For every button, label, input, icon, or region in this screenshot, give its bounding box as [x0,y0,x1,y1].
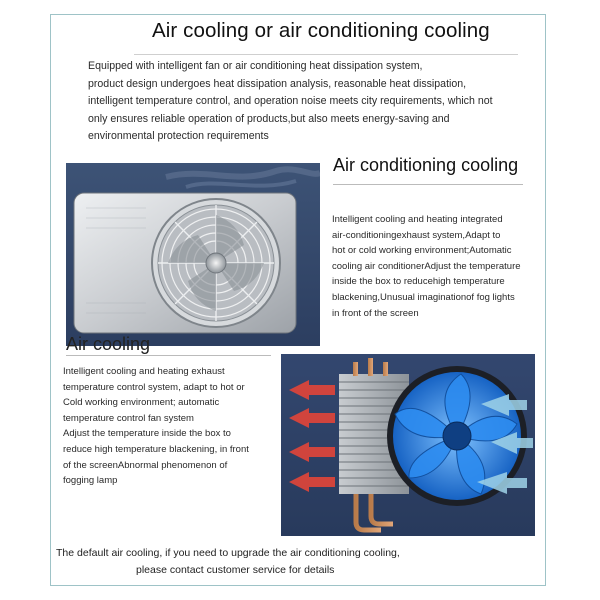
ac-cooling-heading: Air conditioning cooling [333,155,519,175]
footer-note [56,545,476,579]
intro-paragraph [88,58,508,146]
ac-heading-divider [333,184,523,185]
ac-line: in front of the screen [332,307,419,319]
intro-line: only ensures reliable operation of products,but also meets energy-saving and [88,112,450,125]
ac-line: air-conditioningexhaust system,Adapt to [332,229,501,241]
ac-line: inside the box to reducehigh temperature [332,276,505,288]
page-title: Air cooling or air conditioning cooling [152,19,490,42]
air-line: reduce high temperature blackening, in front [63,443,249,455]
intro-line: Equipped with intelligent fan or air conditioning heat dissipation system, [88,60,423,72]
ac-line: blackening,Unusual imaginationof fog lights [332,291,515,303]
air-heading-divider [66,355,271,356]
air-line: temperature control system, adapt to hot or [63,381,245,393]
air-line: Cold working environment; automatic [63,397,220,409]
ac-cooling-description [332,212,532,321]
title-divider [134,54,518,55]
ac-line: cooling air conditionerAdjust the temperature [332,260,521,272]
air-line: Adjust the temperature inside the box to [63,428,231,440]
air-cooling-heading: Air cooling [66,334,151,354]
cpu-cooler-fan-icon [281,354,535,536]
air-line: temperature control fan system [63,412,194,424]
air-conditioner-unit-icon [66,163,320,346]
air-line: Intelligent cooling and heating exhaust [63,366,225,377]
intro-line: environmental protection requirements [88,130,269,142]
footer-line: The default air cooling, if you need to upgrade the air conditioning cooling, [56,547,400,559]
air-line: fogging lamp [63,475,118,487]
intro-line: intelligent temperature control, and operation noise meets city requirements, which not [88,95,493,107]
air-cooling-description [63,364,283,489]
footer-line: please contact customer service for details [136,564,335,576]
ac-line: Intelligent cooling and heating integrated [332,214,503,225]
air-line: of the screenAbnormal phenomenon of [63,459,228,471]
ac-line: hot or cold working environment;Automatic [332,245,512,257]
intro-line: product design undergoes heat dissipation analysis, reasonable heat dissipation, [88,77,467,90]
